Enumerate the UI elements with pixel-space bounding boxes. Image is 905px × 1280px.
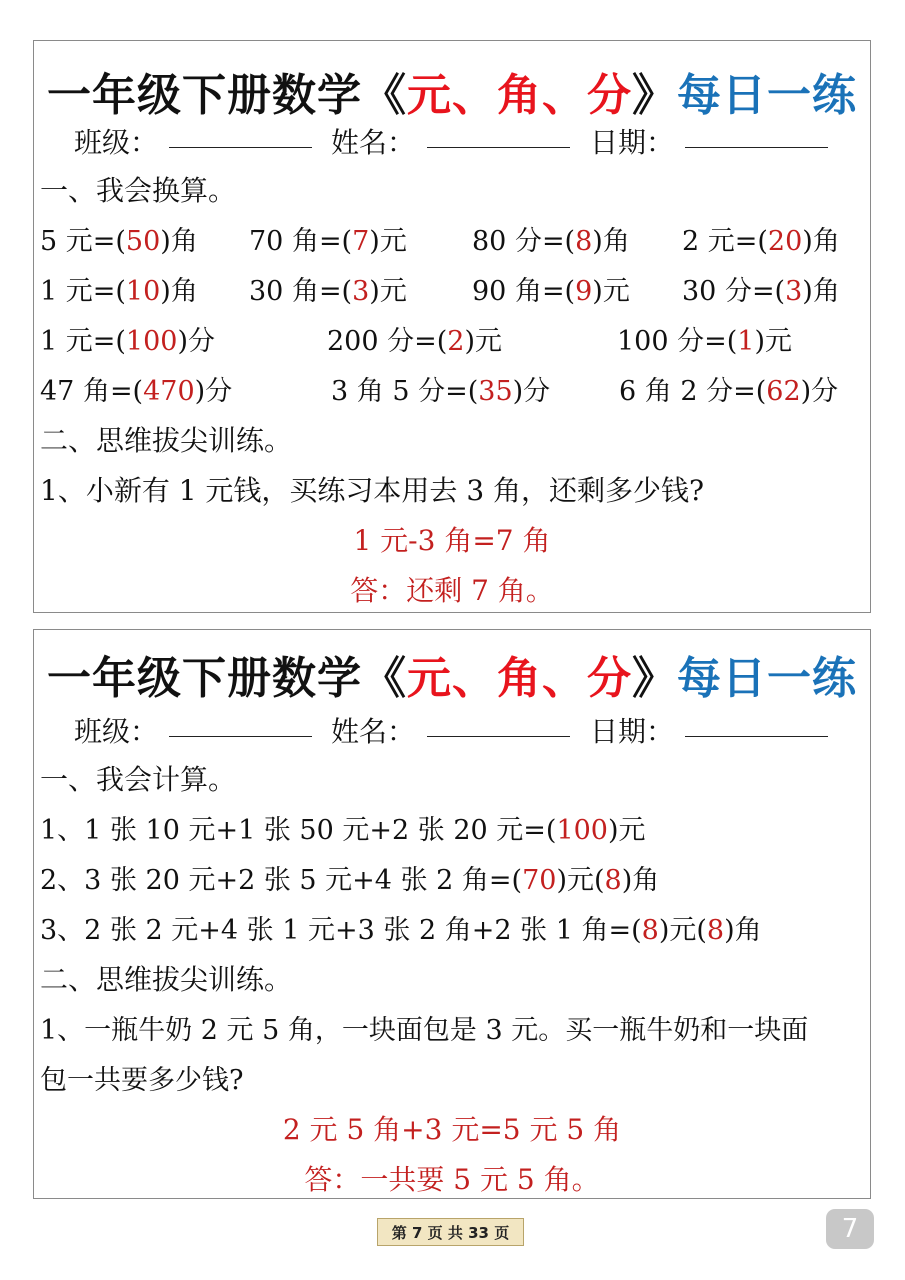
page-footer: 第 7 页 共 33 页 bbox=[377, 1218, 524, 1246]
answer-text: 答：一共要 5 元 5 角。 bbox=[304, 1163, 600, 1196]
conversion-item: 200 分=(2)元 bbox=[327, 326, 503, 357]
conversion-item: 47 角=(470)分 bbox=[40, 376, 233, 407]
section-heading: 一、我会计算。 bbox=[40, 763, 237, 796]
conversion-item: 3 角 5 分=(35)分 bbox=[331, 376, 551, 407]
word-problem-line: 包一共要多少钱? bbox=[40, 1065, 244, 1096]
conversion-item: 2 元=(20)角 bbox=[682, 226, 840, 257]
name-label: 姓名： bbox=[331, 715, 416, 748]
date-blank[interactable] bbox=[685, 121, 828, 148]
solution-equation: 2 元 5 角+3 元=5 元 5 角 bbox=[282, 1113, 622, 1146]
conversion-item: 5 元=(50)角 bbox=[40, 226, 198, 257]
page-number-badge: 7 bbox=[826, 1209, 874, 1249]
conversion-item: 100 分=(1)元 bbox=[617, 326, 793, 357]
date-label: 日期： bbox=[590, 126, 675, 159]
section-heading: 一、我会换算。 bbox=[40, 174, 237, 207]
class-label: 班级： bbox=[74, 126, 159, 159]
conversion-item: 90 角=(9)元 bbox=[472, 276, 630, 307]
calculation-item: 3、2 张 2 元+4 张 1 元+3 张 2 角+2 张 1 角=(8)元(8)角 bbox=[40, 915, 762, 946]
date-blank[interactable] bbox=[685, 710, 828, 737]
solution-equation: 1 元-3 角=7 角 bbox=[353, 524, 551, 557]
conversion-item: 1 元=(10)角 bbox=[40, 276, 198, 307]
class-blank[interactable] bbox=[169, 121, 312, 148]
conversion-item: 6 角 2 分=(62)分 bbox=[619, 376, 839, 407]
word-problem-line: 1、一瓶牛奶 2 元 5 角，一块面包是 3 元。买一瓶牛奶和一块面 bbox=[40, 1015, 809, 1046]
section-heading: 二、思维拔尖训练。 bbox=[40, 424, 293, 457]
answer-text: 答：还剩 7 角。 bbox=[350, 574, 554, 607]
calculation-item: 1、1 张 10 元+1 张 50 元+2 张 20 元=(100)元 bbox=[40, 815, 646, 846]
word-problem: 1、小新有 1 元钱，买练习本用去 3 角，还剩多少钱? bbox=[40, 474, 705, 507]
class-label: 班级： bbox=[74, 715, 159, 748]
conversion-item: 1 元=(100)分 bbox=[40, 326, 216, 357]
calculation-item: 2、3 张 20 元+2 张 5 元+4 张 2 角=(70)元(8)角 bbox=[40, 865, 660, 896]
worksheet-1 bbox=[33, 40, 871, 613]
class-blank[interactable] bbox=[169, 710, 312, 737]
conversion-item: 80 分=(8)角 bbox=[472, 226, 630, 257]
worksheet-title: 一年级下册数学《元、角、分》每日一练 bbox=[47, 653, 857, 704]
conversion-item: 30 分=(3)角 bbox=[682, 276, 840, 307]
date-label: 日期： bbox=[590, 715, 675, 748]
conversion-item: 30 角=(3)元 bbox=[249, 276, 407, 307]
name-blank[interactable] bbox=[427, 710, 570, 737]
name-blank[interactable] bbox=[427, 121, 570, 148]
name-label: 姓名： bbox=[331, 126, 416, 159]
worksheet-title: 一年级下册数学《元、角、分》每日一练 bbox=[47, 70, 857, 121]
worksheet-2 bbox=[33, 629, 871, 1199]
conversion-item: 70 角=(7)元 bbox=[249, 226, 407, 257]
section-heading: 二、思维拔尖训练。 bbox=[40, 963, 293, 996]
